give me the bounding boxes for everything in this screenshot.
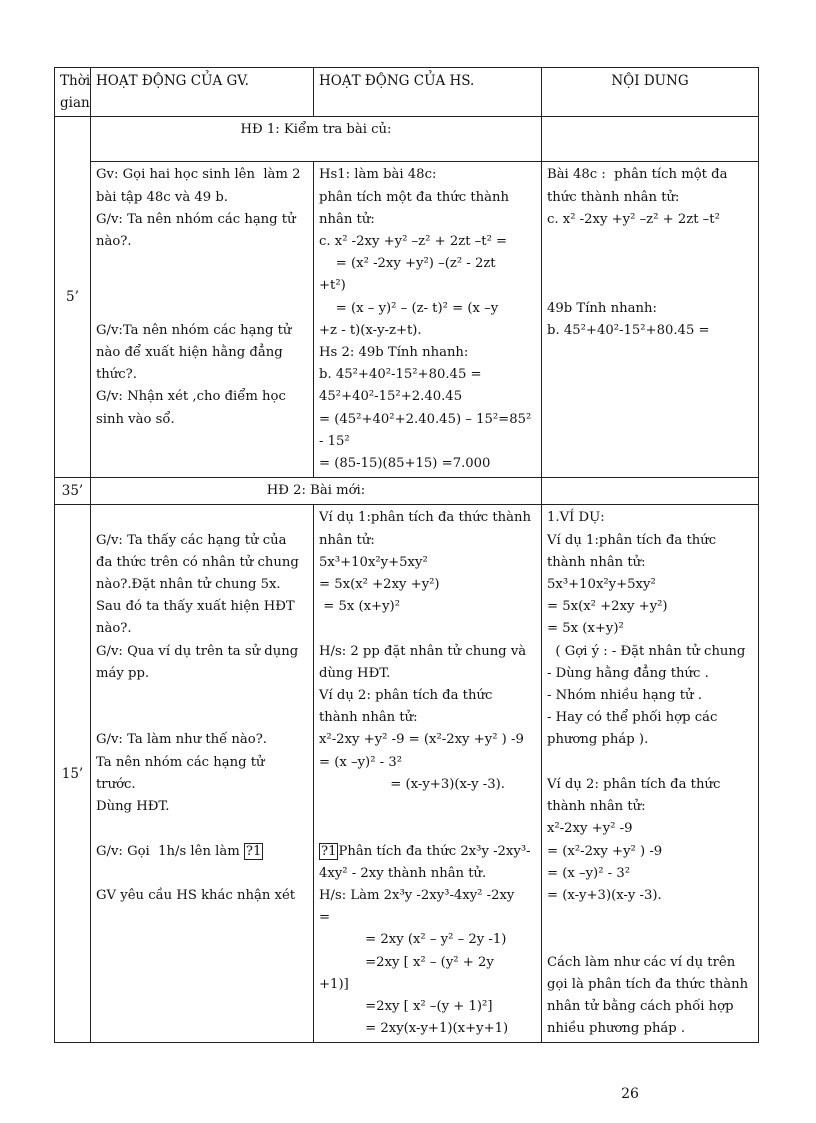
text-line: Hs1: làm bài 48c: <box>319 167 437 183</box>
text-line <box>96 707 308 729</box>
text-line: gọi là phân tích đa thức thành <box>547 976 749 992</box>
text-line: = 2xy(x-y+1)(x+y+1) <box>319 1021 509 1037</box>
text-line: x²-2xy +y² -9 <box>547 821 633 837</box>
text-line: = 2xy (x² – y² – 2y -1) <box>319 932 507 948</box>
text-line: GV yêu cầu HS khác nhận xét <box>96 887 296 903</box>
hd2-title-blank <box>542 478 759 505</box>
question-box-label-student: ?1 <box>321 843 337 859</box>
hd1-time: 5’ <box>55 117 91 478</box>
text-line: ( Gợi ý : - Đặt nhân tử chung <box>547 643 746 659</box>
text-line: G/v: Ta thấy các hạng tử của <box>96 532 287 548</box>
text-line <box>96 298 308 320</box>
text-line: = (85-15)(85+15) =7.000 <box>319 456 491 472</box>
text-line <box>547 231 753 253</box>
table-header-row <box>55 68 759 117</box>
text-line: 5x³+10x²y+5xy² <box>547 577 656 593</box>
text-line: 4xy² - 2xy thành nhân tử. <box>319 865 487 881</box>
hd1-student-cell <box>314 162 542 478</box>
text-line: G/v: Nhận xét ,cho điểm học <box>96 389 286 405</box>
text-line: 49b Tính nhanh: <box>547 300 657 316</box>
text-line <box>319 618 536 640</box>
text-line: = (45²+40²+2.40.45) – 15²=85² <box>319 411 532 427</box>
text-line: phân tích một đa thức thành <box>319 189 510 205</box>
text-line: Bài 48c : phân tích một đa <box>547 167 728 183</box>
text-line: máy pp. <box>96 665 150 681</box>
text-line: =2xy [ x² –(y + 1)²] <box>319 998 493 1014</box>
text-line <box>96 253 308 275</box>
hd1-content-row <box>55 162 759 478</box>
text-line: thành nhân tử: <box>547 554 646 570</box>
text-line: Hs 2: 49b Tính nhanh: <box>319 345 469 361</box>
section3-teacher-lines-a <box>96 507 308 840</box>
text-line: = (x-y+3)(x-y -3). <box>319 776 505 792</box>
text-line: nào?.Đặt nhân tử chung 5x. <box>96 577 281 593</box>
text-line: nào để xuất hiện hằng đẳng <box>96 345 283 361</box>
content-header: NỘI DUNG <box>542 68 759 117</box>
text-line <box>96 863 308 885</box>
text-line: Ví dụ 1:phân tích đa thức thành <box>319 510 531 526</box>
text-line: = 5x(x² +2xy +y²) <box>319 577 440 593</box>
text-line <box>547 752 753 774</box>
hd1-teacher-cell <box>91 162 314 478</box>
teacher-activity-header: HOẠT ĐỘNG CỦA GV. <box>91 68 314 117</box>
hd1-title: HĐ 1: Kiểm tra bài củ: <box>91 117 542 162</box>
text-line: 45²+40²-15²+2.40.45 <box>319 389 463 405</box>
text-line: Ví dụ 1:phân tích đa thức <box>547 532 717 548</box>
text-line: G/v: Qua ví dụ trên ta sử dụng <box>96 643 299 659</box>
section3-time: 15’ <box>55 505 91 1043</box>
text-line: +z - t)(x-y-z+t). <box>319 322 422 338</box>
hd2-title-row <box>55 478 759 505</box>
text-line: Gv: Gọi hai học sinh lên làm 2 <box>96 167 301 183</box>
text-line: - Dùng hằng đẳng thức . <box>547 665 709 681</box>
text-line <box>96 685 308 707</box>
text-line: nhân tử: <box>319 532 375 548</box>
text-line: x²-2xy +y² -9 = (x²-2xy +y² ) -9 <box>319 732 524 748</box>
text-line: = 5x (x+y)² <box>319 599 400 615</box>
text-line: - Hay có thể phối hợp các <box>547 710 718 726</box>
teacher-call-text: G/v: Gọi 1h/s lên làm <box>96 843 244 859</box>
text-line <box>547 253 753 275</box>
section3-student-cell <box>314 505 542 1043</box>
text-line: = (x² -2xy +y²) –(z² - 2zt <box>319 256 496 272</box>
text-line: trước. <box>96 776 136 792</box>
text-line <box>319 818 536 840</box>
text-line: = (x²-2xy +y² ) -9 <box>547 843 663 859</box>
text-line: - Nhóm nhiều hạng tử . <box>547 688 702 704</box>
section3-content-lines <box>547 507 753 1040</box>
text-line <box>96 507 308 529</box>
text-line: sinh vào sổ. <box>96 411 175 427</box>
time-header-line2: gian <box>60 95 90 112</box>
text-line <box>319 796 536 818</box>
lesson-plan-page <box>54 67 758 1043</box>
hd1-content-lines <box>547 164 753 342</box>
text-line: nhân tử: <box>319 211 375 227</box>
text-line: b. 45²+40²-15²+80.45 = <box>319 367 482 383</box>
text-line: bài tập 48c và 49 b. <box>96 189 228 205</box>
text-line <box>547 275 753 297</box>
section3-teacher-cell <box>91 505 314 1043</box>
time-header <box>55 68 91 117</box>
text-line: Ví dụ 2: phân tích đa thức <box>547 776 721 792</box>
section3-teacher-lines-b <box>96 863 308 907</box>
text-line: Ta nên nhóm các hạng tử <box>96 754 265 770</box>
text-line: nhiều phương pháp . <box>547 1021 686 1037</box>
text-line: Dùng HĐT. <box>96 799 170 815</box>
section3-student-lines-b <box>319 863 536 1041</box>
text-line: thành nhân tử: <box>547 799 646 815</box>
text-line: nào?. <box>96 234 132 250</box>
text-line: Ví dụ 2: phân tích đa thức <box>319 688 493 704</box>
text-line <box>547 929 753 951</box>
text-line: = (x – y)² – (z- t)² = (x –y <box>319 300 499 316</box>
hd1-teacher-lines <box>96 164 308 430</box>
text-line: nào?. <box>96 621 132 637</box>
text-line: =2xy [ x² – (y² + 2y <box>319 954 494 970</box>
text-line: Cách làm như các ví dụ trên <box>547 954 736 970</box>
hd1-title-row <box>55 117 759 162</box>
text-line: G/v: Ta nên nhóm các hạng tử <box>96 211 296 227</box>
student-q1-line <box>319 841 536 863</box>
hd1-content-cell <box>542 162 759 478</box>
text-line: 5x³+10x²y+5xy² <box>319 554 428 570</box>
text-line: G/v:Ta nên nhóm các hạng tử <box>96 322 292 338</box>
text-line <box>96 818 308 840</box>
text-line: = (x –y)² - 3² <box>547 865 631 881</box>
text-line: Sau đó ta thấy xuất hiện HĐT <box>96 599 295 615</box>
text-line: +t²) <box>319 278 346 294</box>
text-line: = (x-y+3)(x-y -3). <box>547 887 662 903</box>
page-number: 26 <box>621 1086 639 1102</box>
text-line: b. 45²+40²-15²+80.45 = <box>547 322 710 338</box>
text-line <box>547 907 753 929</box>
text-line: = <box>319 910 331 926</box>
text-line: nhân tử bằng cách phối hợp <box>547 998 734 1014</box>
hd1-title-blank <box>542 117 759 162</box>
text-line: +1)] <box>319 976 349 992</box>
text-line: = (x –y)² - 3² <box>319 754 403 770</box>
hd2-title: HĐ 2: Bài mới: <box>91 478 542 505</box>
text-line: đa thức trên có nhân tử chung <box>96 554 299 570</box>
text-line: H/s: Làm 2x³y -2xy³-4xy² -2xy <box>319 887 515 903</box>
hd2-time: 35’ <box>55 478 91 505</box>
text-line: c. x² -2xy +y² –z² + 2zt –t² <box>547 211 720 227</box>
section3-student-lines-a <box>319 507 536 840</box>
student-q1-text: Phân tích đa thức 2x³y -2xy³- <box>338 843 531 859</box>
section3-row <box>55 505 759 1043</box>
text-line: thành nhân tử: <box>319 710 418 726</box>
text-line: - 15² <box>319 433 350 449</box>
text-line: c. x² -2xy +y² –z² + 2zt –t² = <box>319 234 508 250</box>
text-line: thức thành nhân tử: <box>547 189 680 205</box>
text-line: = 5x (x+y)² <box>547 621 624 637</box>
time-header-line1: Thời <box>60 73 91 89</box>
text-line: phương pháp ). <box>547 732 649 748</box>
text-line: = 5x(x² +2xy +y²) <box>547 599 668 615</box>
student-activity-header: HOẠT ĐỘNG CỦA HS. <box>314 68 542 117</box>
text-line <box>96 275 308 297</box>
text-line: 1.VÍ DỤ: <box>547 510 605 526</box>
text-line: G/v: Ta làm như thế nào?. <box>96 732 267 748</box>
hd1-student-lines <box>319 164 536 475</box>
text-line: dùng HĐT. <box>319 665 391 681</box>
text-line: H/s: 2 pp đặt nhân tử chung và <box>319 643 527 659</box>
text-line: thức?. <box>96 367 137 383</box>
teacher-call-line <box>96 841 308 863</box>
question-box-label: ?1 <box>245 843 262 859</box>
section3-content-cell <box>542 505 759 1043</box>
lesson-table <box>54 67 759 1043</box>
